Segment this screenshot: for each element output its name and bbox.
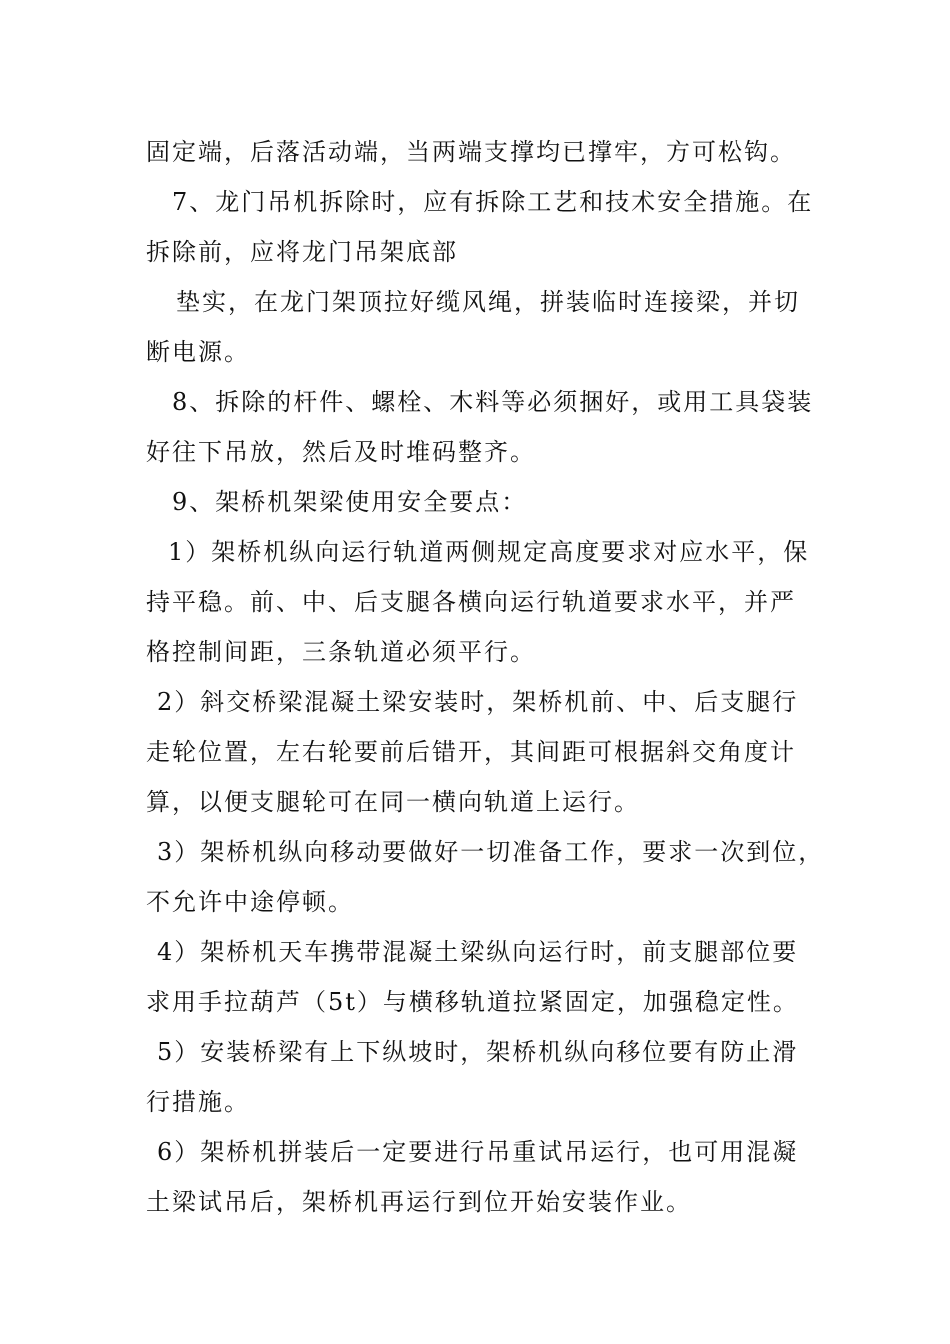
text-line-17: 4）架桥机天车携带混凝土梁纵向运行时，前支腿部位要	[157, 938, 799, 966]
text-line-16: 不允许中途停顿。	[146, 888, 354, 916]
text-line-6: 8、拆除的杆件、螺栓、木料等必须捆好，或用工具袋装	[172, 388, 814, 416]
text-line-14: 算，以便支腿轮可在同一横向轨道上运行。	[146, 788, 640, 816]
text-line-20: 行措施。	[146, 1088, 250, 1116]
text-line-13: 走轮位置，左右轮要前后错开，其间距可根据斜交角度计	[146, 738, 796, 766]
text-line-19: 5）安装桥梁有上下纵坡时，架桥机纵向移位要有防止滑	[157, 1038, 799, 1066]
text-line-4: 垫实，在龙门架顶拉好缆风绳，拼装临时连接梁，并切	[176, 288, 800, 316]
text-line-22: 土梁试吊后，架桥机再运行到位开始安装作业。	[146, 1188, 692, 1216]
text-line-9: 1）架桥机纵向运行轨道两侧规定高度要求对应水平，保	[168, 538, 810, 566]
text-line-11: 格控制间距，三条轨道必须平行。	[146, 638, 536, 666]
text-line-15: 3）架桥机纵向移动要做好一切准备工作，要求一次到位，	[157, 838, 825, 866]
text-line-10: 持平稳。前、中、后支腿各横向运行轨道要求水平，并严	[146, 588, 796, 616]
text-line-3: 拆除前，应将龙门吊架底部	[146, 238, 458, 266]
text-line-7: 好往下吊放，然后及时堆码整齐。	[146, 438, 536, 466]
text-line-8: 9、架桥机架梁使用安全要点：	[172, 488, 528, 516]
text-line-2: 7、龙门吊机拆除时，应有拆除工艺和技术安全措施。在	[172, 188, 814, 216]
text-line-5: 断电源。	[146, 338, 250, 366]
text-line-18: 求用手拉葫芦（5t）与横移轨道拉紧固定，加强稳定性。	[146, 988, 799, 1016]
text-line-1: 固定端，后落活动端，当两端支撑均已撑牢，方可松钩。	[146, 138, 796, 166]
text-line-12: 2）斜交桥梁混凝土梁安装时，架桥机前、中、后支腿行	[157, 688, 799, 716]
text-line-21: 6）架桥机拼装后一定要进行吊重试吊运行，也可用混凝	[157, 1138, 799, 1166]
